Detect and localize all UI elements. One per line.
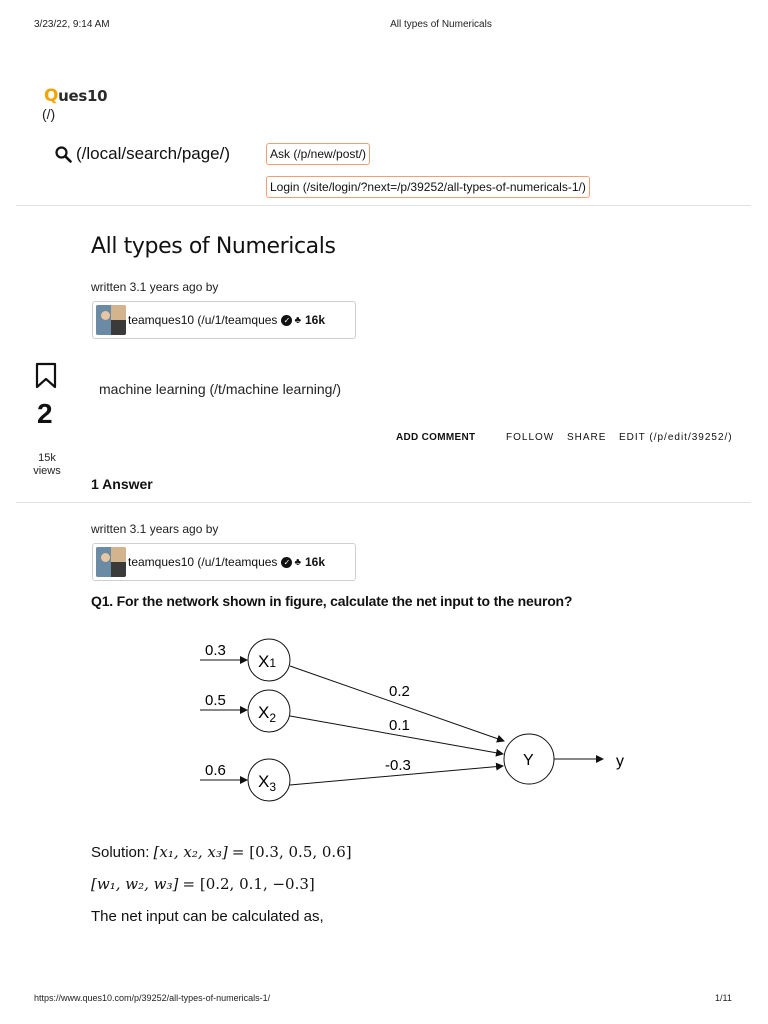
club-icon: ♣ [294, 314, 301, 326]
search-link-label: (/local/search/page/) [76, 144, 231, 163]
verified-icon: ✓ [281, 557, 292, 568]
eq1-lhs: [x₁, x₂, x₃] [153, 843, 228, 861]
weight-label-1: 0.2 [389, 683, 410, 700]
input-node-label-1: X1 [258, 652, 277, 671]
reputation-score: 16k [305, 313, 326, 327]
avatar [96, 305, 126, 335]
network-diagram [195, 630, 645, 810]
page-title: All types of Numericals [91, 234, 336, 259]
answers-divider [16, 502, 751, 503]
home-link[interactable]: (/) [42, 106, 56, 122]
output-neuron-label: Y [523, 752, 534, 769]
tag-machine-learning[interactable]: machine learning (/t/machine learning/) [99, 381, 342, 397]
edit-button[interactable]: EDIT (/p/edit/39252/) [619, 432, 733, 443]
club-icon: ♣ [294, 556, 301, 568]
follow-button[interactable]: FOLLOW [506, 432, 555, 443]
author-link[interactable]: teamques10 (/u/1/teamques [128, 313, 278, 327]
ask-button[interactable]: Ask (/p/new/post/) [266, 143, 370, 165]
post-written-meta: written 3.1 years ago by [91, 280, 219, 294]
answers-heading: 1 Answer [91, 476, 153, 492]
print-page-number: 1/11 [715, 993, 732, 1003]
solution-line-1 [91, 843, 352, 861]
add-comment-button[interactable]: ADD COMMENT [396, 432, 476, 443]
header-divider [16, 205, 751, 206]
eq2-rhs: = [0.2, 0.1, −0.3] [182, 875, 315, 893]
output-label: y [616, 753, 624, 770]
solution-line-2 [91, 875, 315, 893]
question-text: Q1. For the network shown in figure, calculate the net input to the neuron? [91, 593, 573, 609]
bookmark-icon[interactable] [35, 362, 57, 395]
input-node-label-2: $X_2$ [258, 703, 277, 725]
answer-author-card[interactable] [92, 543, 356, 581]
weight-label-2: 0.1 [389, 717, 410, 734]
print-url: https://www.ques10.com/p/39252/all-types-of-numericals-1/ [34, 993, 271, 1003]
solution-label: Solution: [91, 844, 150, 861]
input-value-1: 0.3 [205, 642, 226, 659]
input-value-2: 0.5 [205, 692, 226, 709]
avatar [96, 547, 126, 577]
eq1-rhs: = [0.3, 0.5, 0.6] [231, 843, 352, 861]
author-link[interactable]: teamques10 (/u/1/teamques [128, 555, 278, 569]
eq2-lhs: [w₁, w₂, w₃] [91, 875, 179, 893]
post-author-card[interactable] [92, 301, 356, 339]
weight-label-3: -0.3 [385, 757, 411, 774]
view-count: 15k views [33, 452, 61, 477]
input-node-label-3: $X_3$ [258, 772, 277, 794]
net-input-text: The net input can be calculated as, [91, 908, 324, 925]
site-logo[interactable]: Ques10 [44, 86, 108, 106]
print-doc-title: All types of Numericals [390, 19, 492, 30]
share-button[interactable]: SHARE [567, 432, 607, 443]
verified-icon: ✓ [281, 315, 292, 326]
search-icon [55, 146, 72, 163]
print-datetime: 3/23/22, 9:14 AM [34, 19, 110, 30]
reputation-score: 16k [305, 555, 326, 569]
login-button[interactable]: Login (/site/login/?next=/p/39252/all-types-of-numericals-1/) [266, 176, 590, 198]
input-value-3: 0.6 [205, 762, 226, 779]
vote-count: 2 [37, 398, 53, 429]
answer-written-meta: written 3.1 years ago by [91, 522, 219, 536]
search-link[interactable] [55, 144, 230, 164]
